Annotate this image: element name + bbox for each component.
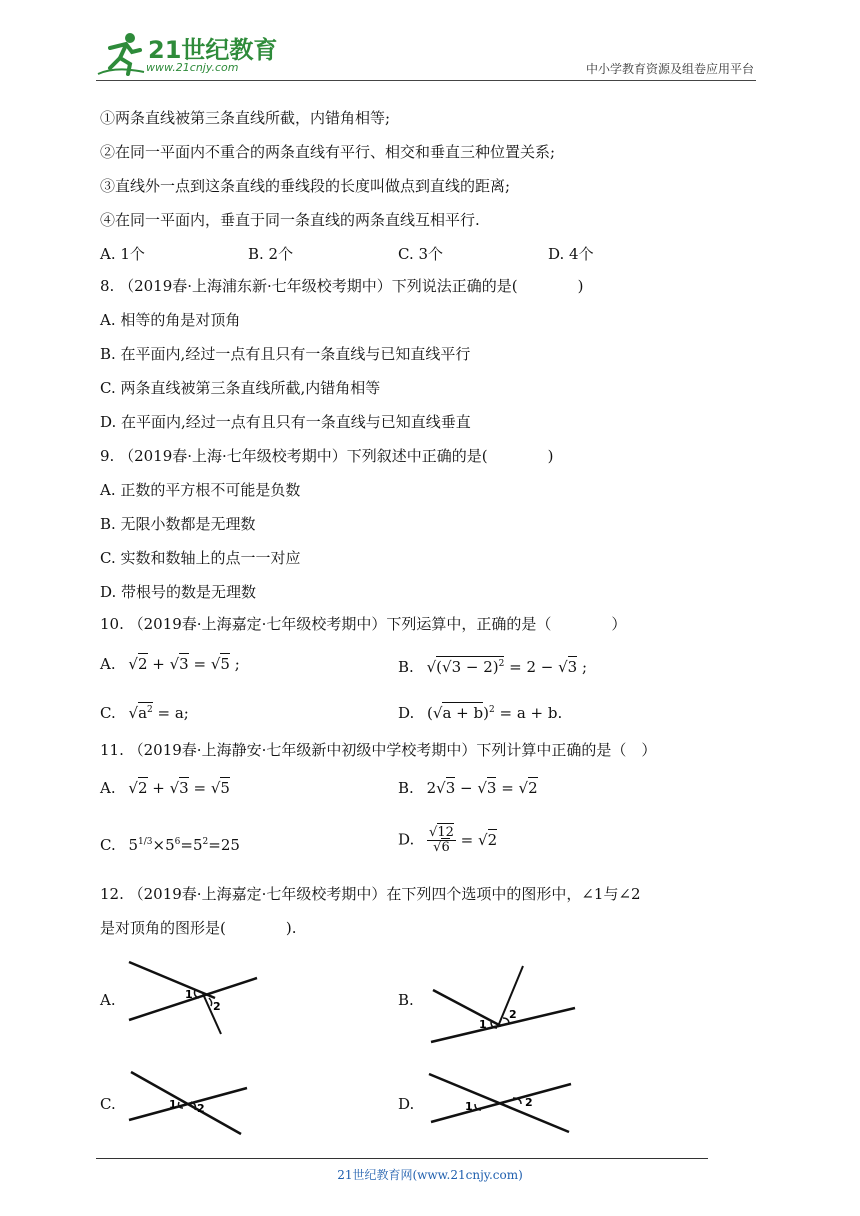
q7-option-b: B. 2个 xyxy=(248,245,294,263)
q7-option-d: D. 4个 xyxy=(548,245,594,263)
q8-option-b: B. 在平面内,经过一点有且只有一条直线与已知直线平行 xyxy=(100,345,471,363)
q10-option-b xyxy=(398,654,587,677)
q12-figure-a xyxy=(125,958,260,1038)
q9-option-b: B. 无限小数都是无理数 xyxy=(100,515,256,533)
q11-c-formula: $5^{1/3}\times 5^6=5^2=25$ xyxy=(128,836,240,854)
q8-option-c: C. 两条直线被第三条直线所截,内错角相等 xyxy=(100,379,381,397)
q12-b-angle-2: 2 xyxy=(509,1008,517,1021)
q12-c-angle-2: 2 xyxy=(197,1102,205,1115)
q10-option-a xyxy=(100,654,240,674)
q10-c-formula: $√a^2 = a$; xyxy=(128,704,189,722)
statement-3: ③直线外一点到这条直线的垂线段的长度叫做点到直线的距离; xyxy=(100,177,511,195)
q10-option-c xyxy=(100,700,189,723)
q10-c-label: C. xyxy=(100,704,116,722)
q12-d-angle-1: 1 xyxy=(465,1100,473,1113)
q9-option-a: A. 正数的平方根不可能是负数 xyxy=(100,481,301,499)
logo-url: www.21cnjy.com xyxy=(146,61,239,74)
q7-option-c: C. 3个 xyxy=(398,245,444,263)
statement-4: ④在同一平面内，垂直于同一条直线的两条直线互相平行. xyxy=(100,211,480,229)
runner-logo-icon xyxy=(96,30,146,76)
q12-option-d-label: D. xyxy=(398,1095,415,1113)
q7-option-a: A. 1个 xyxy=(100,245,145,263)
q12-a-angle-1: 1 xyxy=(185,988,193,1001)
logo-title: 21世纪教育 xyxy=(148,36,278,64)
q12-figure-c xyxy=(125,1068,250,1138)
q11-b-formula: 2√3 − √3 = √2 xyxy=(426,779,538,797)
q12-b-angle-1: 1 xyxy=(479,1018,487,1031)
q10-a-label: A. xyxy=(100,655,116,673)
q11-d-label: D. xyxy=(398,830,415,849)
q11-a-formula: √2 + √3 = √5 xyxy=(128,779,230,797)
q10-stem: 10. （2019春·上海嘉定·七年级校考期中）下列运算中，正确的是（ ） xyxy=(100,615,627,633)
q11-option-c xyxy=(100,832,240,855)
q12-c-angle-1: 1 xyxy=(169,1098,177,1111)
q11-option-b xyxy=(398,778,538,798)
q12-stem-line1: 12. （2019春·上海嘉定·七年级校考期中）在下列四个选项中的图形中，∠1与∠2 xyxy=(100,885,641,903)
q8-option-a: A. 相等的角是对顶角 xyxy=(100,311,241,329)
q11-a-label: A. xyxy=(100,779,116,797)
q10-a-formula: √2 + √3 = √5 ; xyxy=(128,655,240,673)
q12-figure-d xyxy=(425,1068,573,1136)
q11-stem: 11. （2019春·上海静安·七年级新中初级中学校考期中）下列计算中正确的是（ ） xyxy=(100,741,657,759)
q8-stem: 8. （2019春·上海浦东新·七年级校考期中）下列说法正确的是( ) xyxy=(100,277,584,295)
q11-option-a xyxy=(100,778,230,798)
site-logo xyxy=(96,30,278,78)
q12-a-angle-2: 2 xyxy=(213,1000,221,1013)
footer-divider xyxy=(96,1158,708,1159)
q12-option-a-label: A. xyxy=(100,991,116,1009)
q12-d-angle-2: 2 xyxy=(525,1096,533,1109)
q10-b-formula: $√(√3 - 2)^2 = 2 - √3$ ; xyxy=(426,658,588,676)
q11-b-label: B. xyxy=(398,779,414,797)
header-divider xyxy=(96,80,756,81)
q9-stem: 9. （2019春·上海·七年级校考期中）下列叙述中正确的是( ) xyxy=(100,447,554,465)
header-slogan: 中小学教育资源及组卷应用平台 xyxy=(585,62,754,76)
footer-link[interactable]: 21世纪教育网(www.21cnjy.com) xyxy=(337,1168,523,1182)
q12-option-c-label: C. xyxy=(100,1095,116,1113)
q11-option-d xyxy=(398,826,497,855)
q9-option-d: D. 带根号的数是无理数 xyxy=(100,583,257,601)
q10-b-label: B. xyxy=(398,658,414,676)
q10-d-label: D. xyxy=(398,704,415,722)
q9-option-c: C. 实数和数轴上的点一一对应 xyxy=(100,549,301,567)
q10-option-d xyxy=(398,700,562,723)
q10-d-formula: $(√a + b)^2 = a + b$. xyxy=(427,704,563,722)
q12-stem-line2: 是对顶角的图形是( ). xyxy=(100,919,297,937)
q11-d-formula: $\frac{√12}{√6}$ = √2 xyxy=(429,825,498,855)
q11-c-label: C. xyxy=(100,836,116,854)
statement-2: ②在同一平面内不重合的两条直线有平行、相交和垂直三种位置关系; xyxy=(100,143,556,161)
q12-option-b-label: B. xyxy=(398,991,414,1009)
q8-option-d: D. 在平面内,经过一点有且只有一条直线与已知直线垂直 xyxy=(100,413,471,431)
statement-1: ①两条直线被第三条直线所截，内错角相等; xyxy=(100,109,391,127)
q12-figure-b xyxy=(425,962,580,1046)
